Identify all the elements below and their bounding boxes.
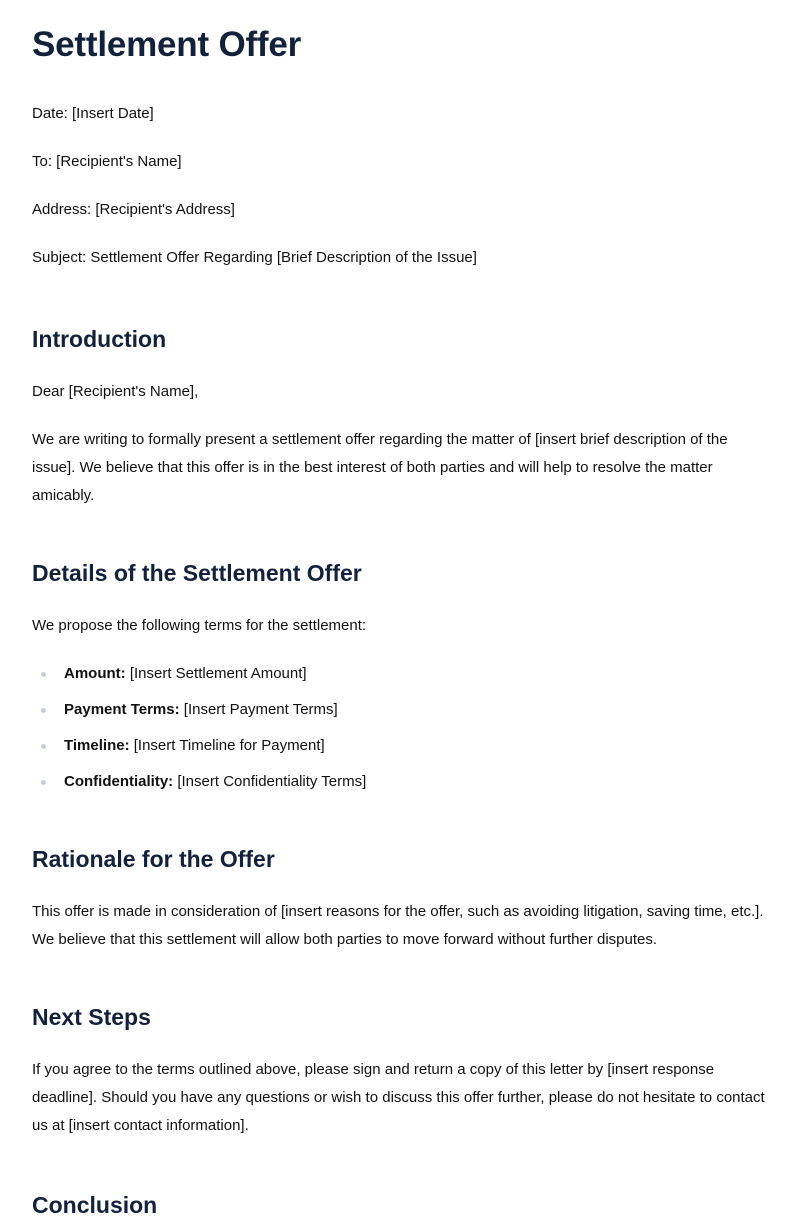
- term-label-amount: Amount:: [64, 665, 126, 682]
- term-value-payment-terms: [Insert Payment Terms]: [179, 701, 338, 718]
- term-label-payment-terms: Payment Terms:: [64, 701, 180, 718]
- recipient-line: To: [Recipient's Name]: [32, 153, 182, 170]
- subject-line: Subject: Settlement Offer Regarding [Brief Description of the Issue]: [32, 249, 477, 266]
- salutation: Dear [Recipient's Name],: [32, 383, 199, 400]
- list-item: [32, 770, 768, 794]
- list-item: [32, 734, 768, 758]
- next-steps-paragraph: If you agree to the terms outlined above, please sign and return a copy of this letter by [insert response deadline]. Should you have any questions or wish to discuss this offer further, please do not hesitate to contact us at [insert contact information].: [32, 1061, 765, 1134]
- section-heading-rationale: Rationale for the Offer: [32, 846, 275, 872]
- introduction-paragraph: We are writing to formally present a settlement offer regarding the matter of [insert brief description of the issue]. We believe that this offer is in the best interest of both parties and will help to resolve the matter amicably.: [32, 431, 728, 504]
- terms-list: [32, 662, 768, 794]
- letter-meta: [32, 104, 768, 268]
- section-heading-next-steps: Next Steps: [32, 1004, 151, 1030]
- date-line: Date: [Insert Date]: [32, 105, 154, 122]
- section-heading-introduction: Introduction: [32, 326, 167, 352]
- details-lead: We propose the following terms for the settlement:: [32, 617, 367, 634]
- section-heading-details: Details of the Settlement Offer: [32, 560, 362, 586]
- term-value-confidentiality: [Insert Confidentiality Terms]: [173, 773, 367, 790]
- term-value-amount: [Insert Settlement Amount]: [125, 665, 307, 682]
- term-label-timeline: Timeline:: [64, 737, 130, 754]
- list-item: [32, 662, 768, 686]
- term-value-timeline: [Insert Timeline for Payment]: [129, 737, 325, 754]
- section-heading-conclusion: Conclusion: [32, 1192, 158, 1218]
- rationale-paragraph: This offer is made in consideration of [insert reasons for the offer, such as avoiding litigation, saving time, etc.]. We believe that this settlement will allow both parties to move forward without further disputes.: [32, 903, 764, 948]
- list-item: [32, 698, 768, 722]
- address-line: Address: [Recipient's Address]: [32, 201, 235, 218]
- term-label-confidentiality: Confidentiality:: [64, 773, 174, 790]
- page-title: Settlement Offer: [32, 25, 302, 64]
